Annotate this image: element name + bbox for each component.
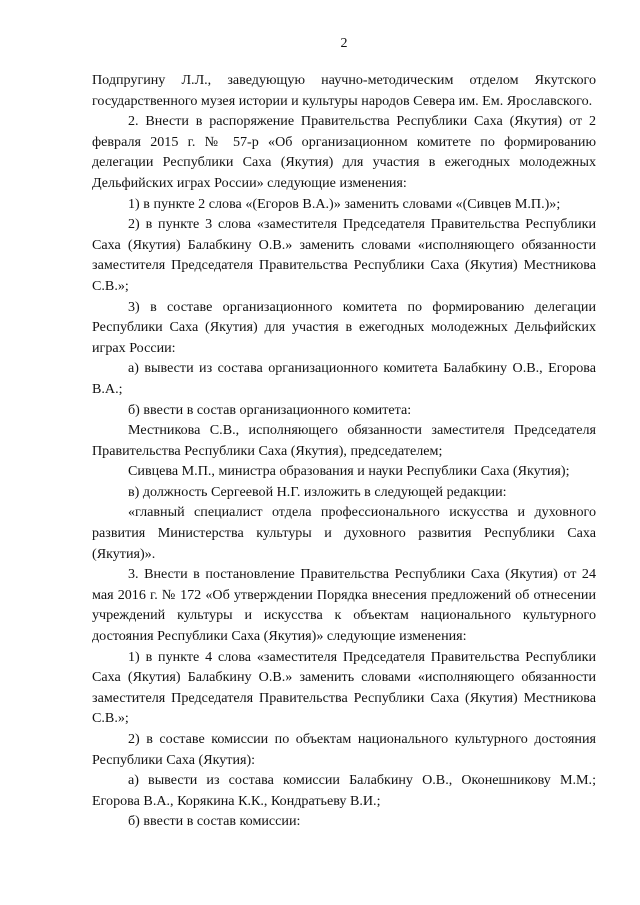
- paragraph-2: 2. Внести в распоряжение Правительства Республики Саха (Якутия) от 2 февраля 2015 г. № 57-р «Об организационном комитете по формированию делегации Республики Саха (Якутия) для участия в ежегодных молодежных Дельфийских играх России» следующие изменения:: [92, 113, 596, 191]
- paragraph-5: 3) в составе организационного комитета по формированию делегации Республики Саха (Якутия) для участия в ежегодных молодежных Дельфийских играх России:: [92, 298, 596, 356]
- paragraph-16: б) ввести в состав комиссии:: [128, 813, 301, 830]
- paragraph-12: 3. Внести в постановление Правительства Республики Саха (Якутия) от 24 мая 2016 г. № 172 «Об утверждении Порядка внесения предложений об отнесении учреждений культуры и искусства к объектам национального культурного достояния Республики Саха (Якутия)» следующие изменения:: [92, 566, 596, 645]
- paragraph-3: 1) в пункте 2 слова «(Егоров В.А.)» заменить словами «(Сивцев М.П.)»;: [128, 195, 561, 212]
- paragraph-13: 1) в пункте 4 слова «заместителя Председателя Правительства Республики Саха (Якутия) Балабкину О.В.» заменить словами «исполняющего обязанности заместителя Председателя Правительства Республики Саха (Якутия) Местникова С.В.»;: [92, 648, 596, 727]
- paragraph-15: а) вывести из состава комиссии Балабкину О.В., Оконешникову М.М.; Егорова В.А., Корякина К.К., Кондратьеву В.И.;: [92, 772, 596, 809]
- page-number: 2: [340, 36, 348, 51]
- paragraph-14: 2) в составе комиссии по объектам национального культурного достояния Республики Саха (Якутия):: [92, 731, 596, 768]
- paragraph-4: 2) в пункте 3 слова «заместителя Председателя Правительства Республики Саха (Якутия) Балабкину О.В.» заменить словами «исполняющего обязанности заместителя Председателя Правительства Республики Саха (Якутия) Местникова С.В.»;: [92, 216, 596, 294]
- paragraph-6: а) вывести из состава организационного комитета Балабкину О.В., Егорова В.А.;: [92, 360, 596, 397]
- paragraph-11: «главный специалист отдела профессионального искусства и духовного развития Министерства культуры и духовного развития Республики Саха (Якутия)».: [92, 504, 596, 562]
- paragraph-8: Местникова С.В., исполняющего обязанности заместителя Председателя Правительства Республики Саха (Якутия), председателем;: [92, 422, 596, 459]
- paragraph-7: б) ввести в состав организационного комитета:: [128, 401, 412, 418]
- document-page: [92, 34, 596, 874]
- paragraph-1: Подпругину Л.Л., заведующую научно-методическим отделом Якутского государственного музея истории и культуры народов Севера им. Ем. Ярославского.: [92, 72, 596, 109]
- paragraph-9: Сивцева М.П., министра образования и науки Республики Саха (Якутия);: [128, 463, 570, 480]
- paragraph-10: в) должность Сергеевой Н.Г. изложить в следующей редакции:: [128, 483, 507, 500]
